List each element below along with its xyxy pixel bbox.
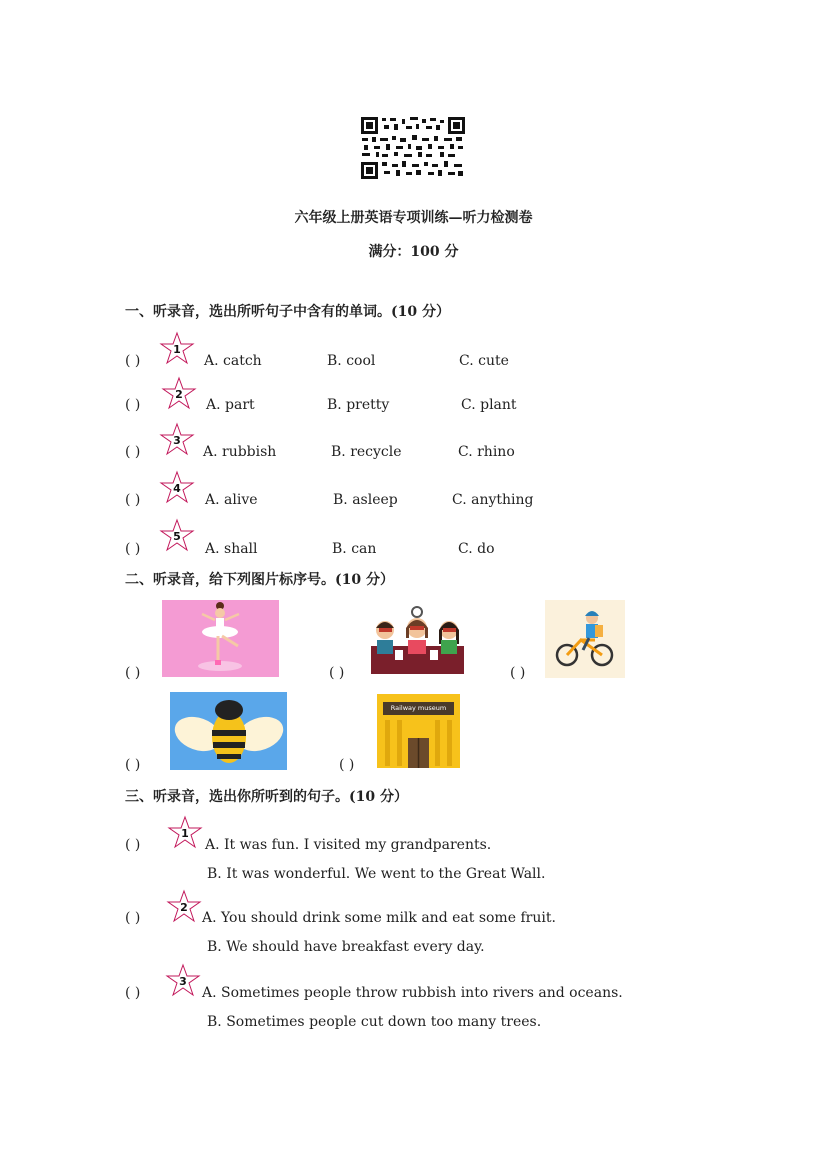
answer-blank[interactable]: ( )	[125, 492, 141, 508]
option-c: C. cute	[459, 353, 509, 369]
page-title: 六年级上册英语专项训练—听力检测卷	[294, 210, 533, 226]
option-b: B. asleep	[333, 492, 398, 508]
answer-blank[interactable]: ( )	[510, 665, 526, 681]
ballet-dancer-picture	[162, 600, 279, 677]
option-c: C. do	[458, 541, 495, 557]
answer-blank[interactable]: ( )	[125, 541, 141, 557]
star-number-icon	[160, 519, 194, 553]
star-number: 5	[173, 530, 181, 543]
answer-blank[interactable]: ( )	[125, 837, 141, 853]
option-b: B. can	[332, 541, 377, 557]
railway-museum-picture	[377, 694, 460, 768]
option-b: B. recycle	[331, 444, 402, 460]
answer-blank[interactable]: ( )	[125, 757, 141, 773]
section1-heading: 一、听录音，选出所听句子中含有的单词。(10 分）	[125, 304, 450, 320]
option-c: C. anything	[452, 492, 534, 508]
answer-blank[interactable]: ( )	[329, 665, 345, 681]
cinema-friends-picture	[367, 604, 468, 676]
answer-blank[interactable]: ( )	[125, 353, 141, 369]
qr-code	[360, 116, 466, 180]
answer-blank[interactable]: ( )	[125, 910, 141, 926]
star-number-icon	[167, 890, 201, 924]
answer-blank[interactable]: ( )	[125, 985, 141, 1001]
star-number-icon	[162, 377, 196, 411]
sentence-option-a: A. It was fun. I visited my grandparents.	[205, 837, 492, 853]
answer-blank[interactable]: ( )	[125, 444, 141, 460]
option-a: A. alive	[205, 492, 258, 508]
option-c: C. plant	[461, 397, 517, 413]
section2-heading: 二、听录音，给下列图片标序号。(10 分）	[125, 572, 394, 588]
star-number: 4	[173, 482, 181, 495]
boy-riding-bike-picture	[545, 600, 625, 678]
answer-blank[interactable]: ( )	[339, 757, 355, 773]
star-number: 1	[181, 827, 189, 840]
star-number: 3	[179, 975, 187, 988]
option-b: B. pretty	[327, 397, 390, 413]
star-number-icon	[160, 423, 194, 457]
sentence-option-a: A. You should drink some milk and eat some fruit.	[202, 910, 556, 926]
star-number-icon	[166, 964, 200, 998]
star-number-icon	[160, 471, 194, 505]
museum-sign: Railway museum	[383, 702, 454, 715]
sentence-option-a: A. Sometimes people throw rubbish into rivers and oceans.	[202, 985, 623, 1001]
option-a: A. rubbish	[203, 444, 277, 460]
score-label: 满分：100 分	[368, 244, 459, 260]
sentence-option-b: B. Sometimes people cut down too many trees.	[207, 1014, 542, 1030]
section3-heading: 三、听录音，选出你所听到的句子。(10 分）	[125, 789, 408, 805]
star-number-icon	[160, 332, 194, 366]
sentence-option-b: B. We should have breakfast every day.	[207, 939, 485, 955]
star-number: 3	[173, 434, 181, 447]
option-b: B. cool	[327, 353, 376, 369]
star-number: 2	[180, 901, 188, 914]
sentence-option-b: B. It was wonderful. We went to the Great Wall.	[207, 866, 546, 882]
star-number-icon	[168, 816, 202, 850]
option-a: A. part	[206, 397, 255, 413]
answer-blank[interactable]: ( )	[125, 397, 141, 413]
answer-blank[interactable]: ( )	[125, 665, 141, 681]
star-number: 2	[175, 388, 183, 401]
option-c: C. rhino	[458, 444, 515, 460]
bee-picture	[170, 692, 287, 770]
star-number: 1	[173, 343, 181, 356]
option-a: A. catch	[204, 353, 262, 369]
option-a: A. shall	[205, 541, 258, 557]
